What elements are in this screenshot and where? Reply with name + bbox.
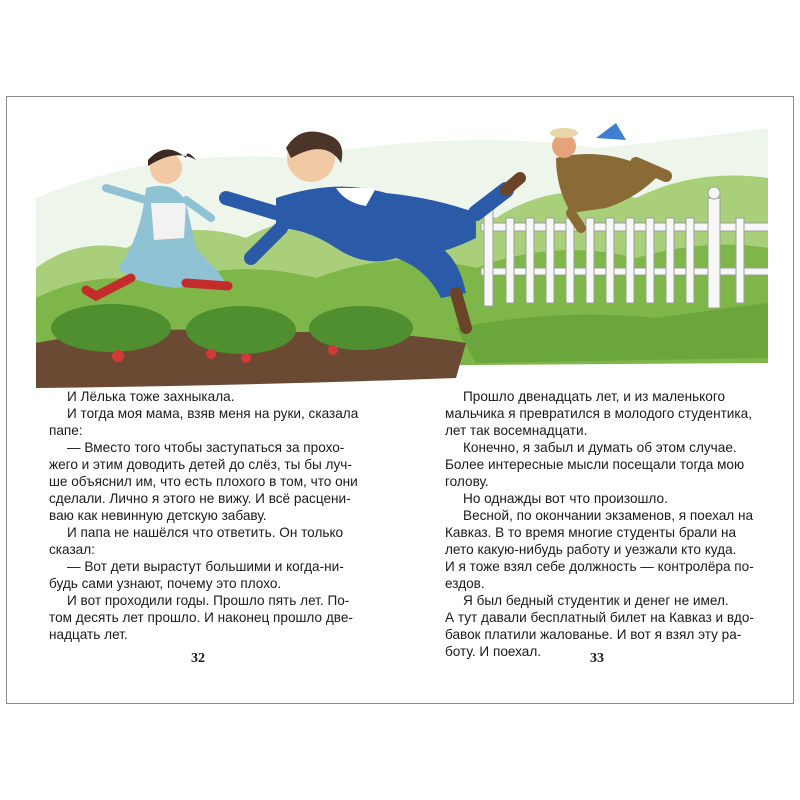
paragraph: И папа не нашёлся что ответить. Он только сказал:: [49, 525, 344, 557]
right-page-text: [445, 388, 775, 660]
paragraph: Конечно, я забыл и думать об этом случае. Более интересные мысли посещали тогда мою голову.: [445, 440, 745, 489]
left-page-text: [49, 388, 379, 643]
paragraph: И вот проходили годы. Прошло пять лет. По- том десять лет прошло. И наконец прошло две- надцать лет.: [49, 593, 353, 642]
paragraph: Но однажды вот что произошло.: [463, 491, 668, 506]
paragraph: Прошло двенадцать лет, и из маленького мальчика я превратился в молодого студентика, лет так восемнадцати.: [445, 389, 752, 438]
paragraph: Я был бедный студентик и денег не имел. А тут давали бесплатный билет на Кавказ и вдо- бавок платили жалованье. И вот я взял эту ра- боту. И поехал.: [445, 593, 754, 659]
paragraph: И Лёлька тоже захныкала.: [67, 389, 235, 404]
paragraph: И тогда моя мама, взяв меня на руки, сказала папе:: [49, 406, 359, 438]
paragraph: — Вот дети вырастут большими и когда-ни- будь сами узнают, почему это плохо.: [49, 559, 344, 591]
paragraph: Весной, по окончании экзаменов, я поехал на Кавказ. В то время многие студенты брали на лето какую-нибудь работу и уезжали кто куда. И я тоже взял себе должность — контролёра по- ездов.: [445, 508, 754, 591]
paragraph: — Вместо того чтобы заступаться за прохо- жего и этим доводить детей до слёз, ты бы луч- ше объяснил им, что есть плохого в том, что они сделали. Лично я этого не вижу. И всё расцени- ваю как невинную детскую забаву.: [49, 440, 358, 523]
page-number-left: 32: [191, 651, 205, 666]
children-running-illustration: [36, 118, 768, 388]
page-number-right: 33: [590, 651, 604, 666]
